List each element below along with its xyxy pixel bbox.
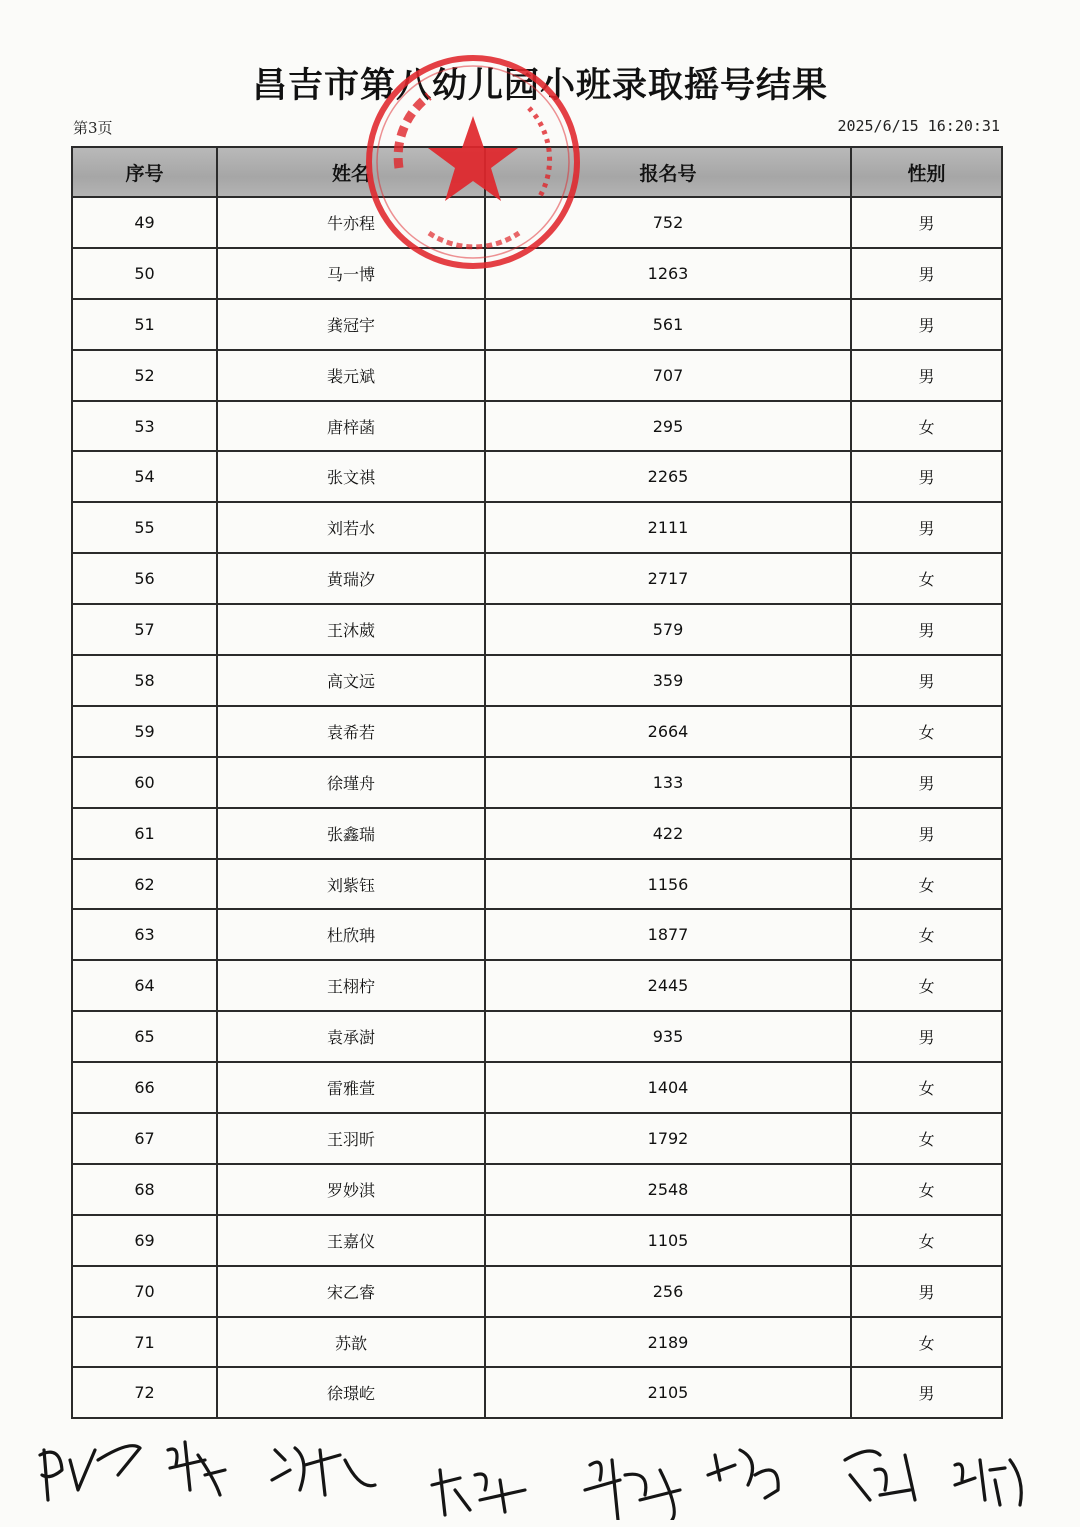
table-body — [72, 197, 1002, 1418]
cell-seq: 70 — [72, 1266, 217, 1317]
signature-6 — [708, 1450, 778, 1498]
table-row — [72, 1113, 1002, 1164]
cell-name: 张鑫瑞 — [217, 808, 485, 859]
cell-name: 罗妙淇 — [217, 1164, 485, 1215]
cell-gender: 女 — [851, 1164, 1002, 1215]
print-timestamp: 2025/6/15 16:20:31 — [837, 117, 1000, 135]
cell-name: 黄瑞汐 — [217, 553, 485, 604]
cell-reg-number: 2548 — [485, 1164, 851, 1215]
cell-seq: 67 — [72, 1113, 217, 1164]
table-row — [72, 1062, 1002, 1113]
cell-gender: 男 — [851, 808, 1002, 859]
cell-gender: 男 — [851, 197, 1002, 248]
cell-reg-number: 2105 — [485, 1367, 851, 1418]
cell-seq: 72 — [72, 1367, 217, 1418]
cell-gender: 男 — [851, 655, 1002, 706]
table-row — [72, 350, 1002, 401]
cell-reg-number: 935 — [485, 1011, 851, 1062]
cell-name: 雷雅萱 — [217, 1062, 485, 1113]
cell-reg-number: 133 — [485, 757, 851, 808]
cell-reg-number: 1877 — [485, 909, 851, 960]
cell-seq: 68 — [72, 1164, 217, 1215]
cell-name: 马一博 — [217, 248, 485, 299]
table-row — [72, 1266, 1002, 1317]
cell-name: 徐瑾舟 — [217, 757, 485, 808]
table-row — [72, 808, 1002, 859]
cell-reg-number: 2664 — [485, 706, 851, 757]
cell-gender: 男 — [851, 604, 1002, 655]
cell-gender: 女 — [851, 706, 1002, 757]
cell-gender: 男 — [851, 1011, 1002, 1062]
cell-name: 张文祺 — [217, 451, 485, 502]
cell-reg-number: 579 — [485, 604, 851, 655]
cell-seq: 57 — [72, 604, 217, 655]
header-reg-number: 报名号 — [485, 147, 851, 197]
cell-reg-number: 422 — [485, 808, 851, 859]
document-title: 昌吉市第八幼儿园小班录取摇号结果 — [251, 66, 828, 106]
table-row — [72, 1164, 1002, 1215]
table-row — [72, 604, 1002, 655]
table-row — [72, 401, 1002, 452]
signature-5 — [585, 1460, 680, 1520]
cell-reg-number: 2265 — [485, 451, 851, 502]
table-row — [72, 1011, 1002, 1062]
cell-seq: 62 — [72, 859, 217, 910]
table-row — [72, 451, 1002, 502]
cell-seq: 52 — [72, 350, 217, 401]
cell-gender: 女 — [851, 401, 1002, 452]
cell-reg-number: 1156 — [485, 859, 851, 910]
cell-name: 牛亦程 — [217, 197, 485, 248]
cell-gender: 女 — [851, 1113, 1002, 1164]
cell-seq: 58 — [72, 655, 217, 706]
table-row — [72, 655, 1002, 706]
cell-gender: 男 — [851, 1367, 1002, 1418]
header-gender: 性别 — [851, 147, 1002, 197]
cell-name: 刘若水 — [217, 502, 485, 553]
cell-reg-number: 1404 — [485, 1062, 851, 1113]
cell-reg-number: 2717 — [485, 553, 851, 604]
cell-reg-number: 256 — [485, 1266, 851, 1317]
cell-name: 高文远 — [217, 655, 485, 706]
table-row — [72, 1367, 1002, 1418]
cell-name: 苏歆 — [217, 1317, 485, 1368]
cell-name: 王羽昕 — [217, 1113, 485, 1164]
signature-2 — [168, 1442, 225, 1495]
cell-name: 唐梓菡 — [217, 401, 485, 452]
cell-reg-number: 561 — [485, 299, 851, 350]
cell-seq: 51 — [72, 299, 217, 350]
cell-name: 袁承澍 — [217, 1011, 485, 1062]
cell-gender: 女 — [851, 859, 1002, 910]
cell-seq: 53 — [72, 401, 217, 452]
cell-gender: 男 — [851, 757, 1002, 808]
cell-reg-number: 359 — [485, 655, 851, 706]
cell-gender: 男 — [851, 248, 1002, 299]
cell-reg-number: 752 — [485, 197, 851, 248]
cell-seq: 65 — [72, 1011, 217, 1062]
signature-3 — [272, 1448, 375, 1495]
cell-gender: 男 — [851, 1266, 1002, 1317]
page-number: 第3页 — [73, 119, 113, 137]
cell-seq: 66 — [72, 1062, 217, 1113]
cell-reg-number: 2189 — [485, 1317, 851, 1368]
cell-reg-number: 1105 — [485, 1215, 851, 1266]
cell-reg-number: 1792 — [485, 1113, 851, 1164]
admission-result-table — [71, 146, 1003, 1419]
cell-reg-number: 2445 — [485, 960, 851, 1011]
cell-name: 宋乙睿 — [217, 1266, 485, 1317]
cell-name: 龚冠宇 — [217, 299, 485, 350]
cell-gender: 女 — [851, 909, 1002, 960]
table-row — [72, 1317, 1002, 1368]
cell-reg-number: 1263 — [485, 248, 851, 299]
cell-gender: 男 — [851, 451, 1002, 502]
cell-seq: 61 — [72, 808, 217, 859]
cell-gender: 男 — [851, 299, 1002, 350]
cell-reg-number: 707 — [485, 350, 851, 401]
table-row — [72, 960, 1002, 1011]
cell-seq: 56 — [72, 553, 217, 604]
signature-1 — [40, 1446, 140, 1500]
cell-gender: 男 — [851, 502, 1002, 553]
cell-gender: 女 — [851, 960, 1002, 1011]
table-header-row — [72, 147, 1002, 197]
cell-seq: 50 — [72, 248, 217, 299]
table-row — [72, 502, 1002, 553]
table-row — [72, 248, 1002, 299]
cell-seq: 63 — [72, 909, 217, 960]
signature-4 — [432, 1470, 525, 1515]
table-row — [72, 859, 1002, 910]
cell-seq: 54 — [72, 451, 217, 502]
cell-seq: 49 — [72, 197, 217, 248]
cell-name: 王栩柠 — [217, 960, 485, 1011]
table-row — [72, 757, 1002, 808]
cell-name: 刘紫钰 — [217, 859, 485, 910]
cell-reg-number: 295 — [485, 401, 851, 452]
cell-name: 王嘉仪 — [217, 1215, 485, 1266]
table-row — [72, 197, 1002, 248]
header-name: 姓名 — [217, 147, 485, 197]
cell-gender: 女 — [851, 1215, 1002, 1266]
cell-gender: 女 — [851, 1062, 1002, 1113]
table-row — [72, 909, 1002, 960]
handwritten-signatures — [0, 1420, 1080, 1520]
cell-gender: 女 — [851, 553, 1002, 604]
table-row — [72, 1215, 1002, 1266]
cell-reg-number: 2111 — [485, 502, 851, 553]
cell-seq: 55 — [72, 502, 217, 553]
signature-8 — [955, 1460, 1021, 1505]
cell-name: 袁希若 — [217, 706, 485, 757]
table-row — [72, 553, 1002, 604]
cell-name: 杜欣珃 — [217, 909, 485, 960]
cell-name: 裴元斌 — [217, 350, 485, 401]
header-seq: 序号 — [72, 147, 217, 197]
cell-name: 徐璟屹 — [217, 1367, 485, 1418]
signature-7 — [845, 1451, 915, 1500]
cell-gender: 男 — [851, 350, 1002, 401]
cell-seq: 60 — [72, 757, 217, 808]
cell-seq: 71 — [72, 1317, 217, 1368]
cell-seq: 69 — [72, 1215, 217, 1266]
table-row — [72, 706, 1002, 757]
cell-gender: 女 — [851, 1317, 1002, 1368]
cell-seq: 59 — [72, 706, 217, 757]
cell-name: 王沐葳 — [217, 604, 485, 655]
table-row — [72, 299, 1002, 350]
cell-seq: 64 — [72, 960, 217, 1011]
